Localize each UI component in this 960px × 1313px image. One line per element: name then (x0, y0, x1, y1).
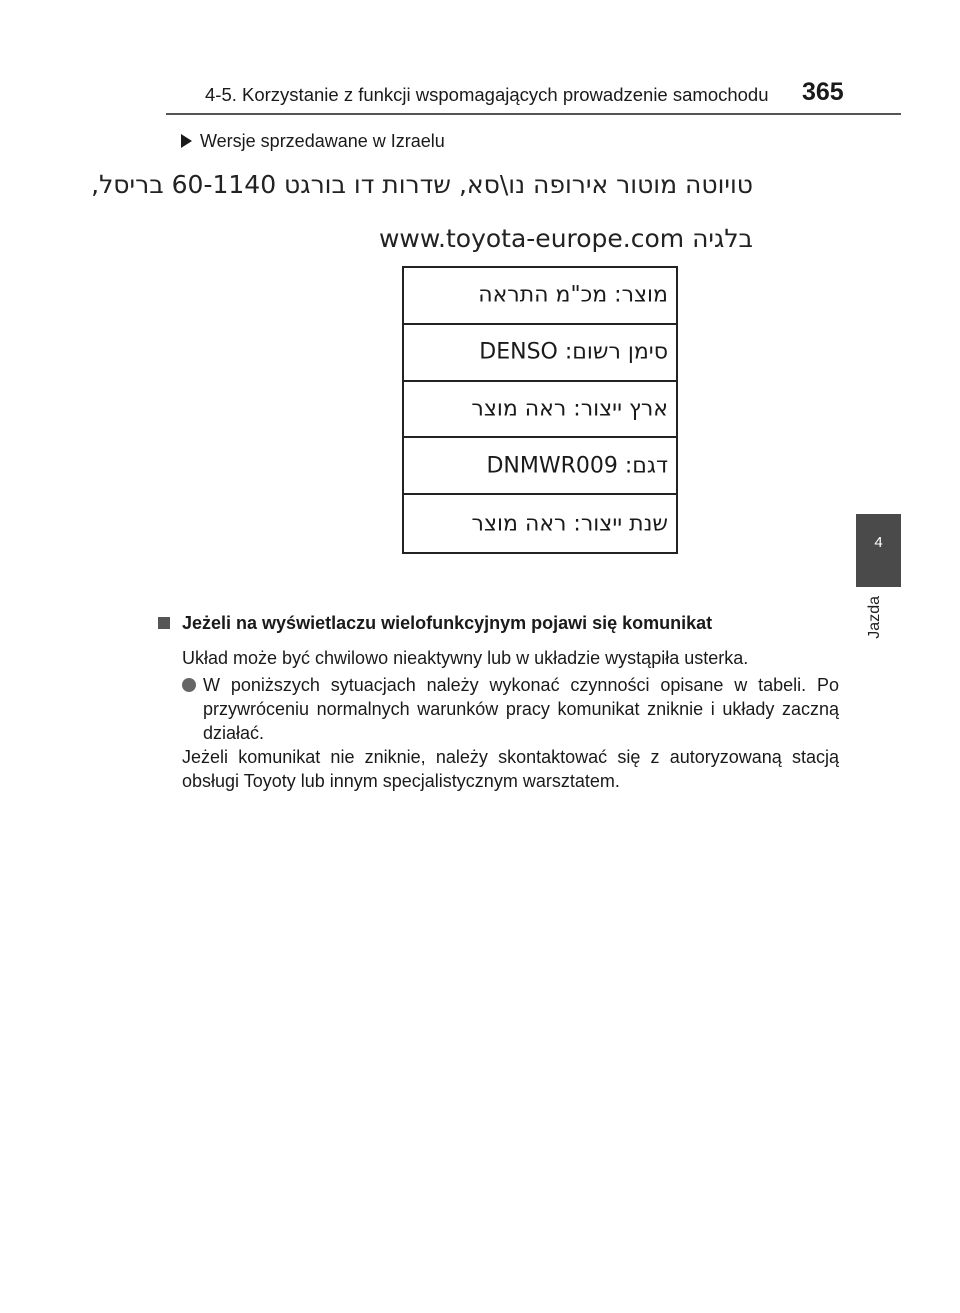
section-intro: Układ może być chwilowo nieaktywny lub w układzie wystąpiła usterka. (182, 648, 749, 668)
table-row (404, 495, 676, 552)
variant-heading (181, 131, 445, 152)
hebrew-address-line-2: בלגיה www.toyota-europe.com (378, 224, 753, 253)
table-row (404, 325, 676, 382)
closing-paragraph: Jeżeli komunikat nie zniknie, należy skontaktować się z autoryzowaną stacją obsługi Toyoty lub innym specjalistycznym warsztatem. (182, 747, 839, 791)
table-cell: סימן רשום: DENSO (479, 339, 668, 365)
table-row (404, 382, 676, 439)
triangle-bullet-icon (181, 134, 192, 148)
bullet-text: W poniższych sytuacjach należy wykonać czynności opisane w tabeli. Po przywróceniu normalnych warunków pracy komunikat zniknie i układy zaczną działać. (203, 675, 839, 743)
page-number: 365 (802, 78, 844, 106)
table-cell: דגם: DNMWR009 (486, 453, 668, 479)
circle-bullet-icon (182, 678, 196, 692)
header-divider (166, 113, 901, 115)
chapter-tab (856, 514, 901, 587)
table-cell: ארץ ייצור: ראה מוצר (471, 396, 668, 422)
table-row (404, 268, 676, 325)
variant-heading-text: Wersje sprzedawane w Izraelu (200, 131, 445, 151)
square-bullet-icon (158, 617, 170, 629)
table-row (404, 438, 676, 495)
table-cell: מוצר: מכ"מ התראה (478, 282, 668, 308)
chapter-name: Jazda (866, 596, 883, 639)
chapter-number: 4 (874, 534, 883, 551)
table-cell: שנת ייצור: ראה מוצר (471, 511, 668, 537)
running-header: 4-5. Korzystanie z funkcji wspomagających prowadzenie samochodu (205, 84, 769, 105)
certification-label-table (402, 266, 678, 554)
hebrew-address-line-1: טויוטה מוטור אירופה נו\סא, שדרות דו בורגט 60-1140 בריסל, (91, 170, 753, 199)
section-title: Jeżeli na wyświetlaczu wielofunkcyjnym pojawi się komunikat (182, 613, 713, 633)
